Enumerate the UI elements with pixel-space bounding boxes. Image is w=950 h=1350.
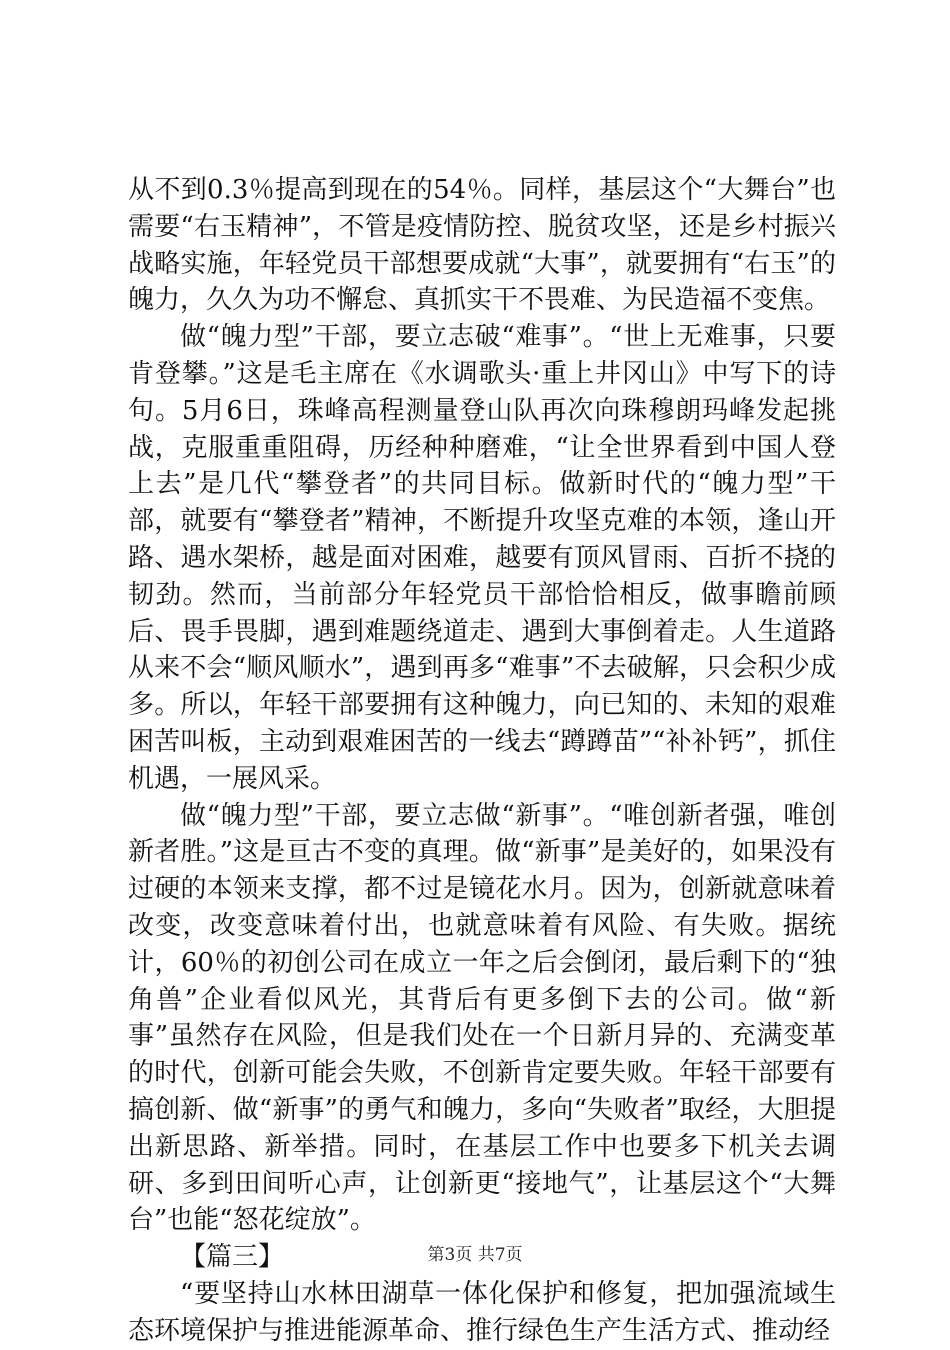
paragraph-difficult-tasks: 做“魄力型”干部，要立志破“难事”。“世上无难事，只要肯登攀。”这是毛主席在《水调歌头·重上井冈山》中写下的诗句。5月6日，珠峰高程测量登山队再次向珠穆朗玛峰发起挑战，克服重重阻碍，历经种种磨难，“让全世界看到中国人登上去”是几代“攀登者”的共同目标。做新时代的“魄力型”干部，就要有“攀登者”精神，不断提升攻坚克难的本领，逢山开路、遇水架桥，越是面对困难，越要有顶风冒雨、百折不挠的韧劲。然而，当前部分年轻党员干部恰恰相反，做事瞻前顾后、畏手畏脚，遇到难题绕道走、遇到大事倒着走。人生道路从来不会“顺风顺水”，遇到再多“难事”不去破解，只会积少成多。所以，年轻干部要拥有这种魄力，向已知的、未知的艰难困苦叫板，主动到艰难困苦的一线去“蹲蹲苗”“补补钙”，抓住机遇，一展风采。 — [128, 322, 836, 794]
section-heading: 【篇三】 — [180, 1242, 285, 1273]
page-footer — [0, 1244, 950, 1266]
paragraph-new-tasks: 做“魄力型”干部，要立志做“新事”。“唯创新者强，唯创新者胜。”这是亘古不变的真理。做“新事”是美好的，如果没有过硬的本领来支撑，都不过是镜花水月。因为，创新就意味着改变，改变意味着付出，也就意味着有风险、有失败。据统计，60％的初创公司在成立一年之后会倒闭，最后剩下的“独角兽”企业看似风光，其背后有更多倒下去的公司。做“新事”虽然存在风险，但是我们处在一个日新月异的、充满变革的时代，创新可能会失败，不创新肯定要失败。年轻干部要有搞创新、做“新事”的勇气和魄力，多向“失败者”取经，大胆提出新思路、新举措。同时，在基层工作中也要多下机关去调研、多到田间听心声，让创新更“接地气”，让基层这个“大舞台”也能“怒花绽放”。 — [128, 800, 836, 1236]
document-body — [128, 172, 836, 1350]
paragraph-continuation: 从不到0.3％提高到现在的54％。同样，基层这个“大舞台”也需要“右玉精神”，不管是疫情防控、脱贫攻坚，还是乡村振兴战略实施，年轻党员干部想要成就“大事”，就要拥有“右玉”的魄力，久久为功不懈怠、真抓实干不畏难、为民造福不变焦。 — [128, 175, 836, 316]
paragraph-closing: “要坚持山水林田湖草一体化保护和修复，把加强流域生态环境保护与推进能源革命、推行绿色生产生活方式、推动经 — [128, 1278, 836, 1346]
page-indicator: 第3页 共7页 — [427, 1245, 523, 1265]
